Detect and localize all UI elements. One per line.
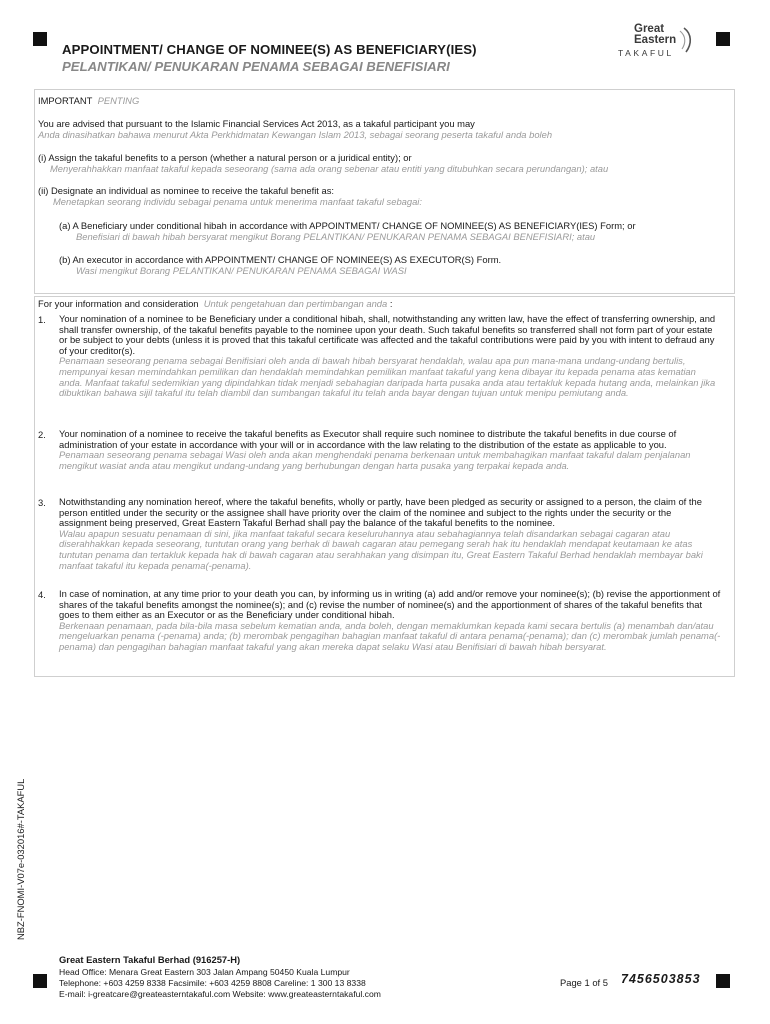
option-a-en: (a) A Beneficiary under conditional hibah in accordance with APPOINTMENT/ CHANGE OF NOMINEE(S) AS BENEFICIARY(IES) Form; or xyxy=(59,220,636,231)
great-eastern-takaful-logo xyxy=(604,22,696,62)
footer-phone: Telephone: +603 4259 8338 Facsimile: +603 4259 8808 Careline: 1 300 13 8338 xyxy=(59,978,366,988)
form-title-malay: PELANTIKAN/ PENUKARAN PENAMA SEBAGAI BENEFISIARI xyxy=(62,59,450,74)
logo-text-great: Great xyxy=(634,23,665,35)
logo-text-eastern: Eastern xyxy=(634,34,677,46)
list-item xyxy=(59,589,721,653)
information-heading: For your information and consideration Untuk pengetahuan dan pertimbangan anda : xyxy=(38,298,393,309)
item-text-en: Your nomination of a nominee to be Beneficiary under a conditional hibah, shall, notwithstanding any written law, have the effect of transferring ownership, and shall transfer ownership, of the takaful benefits payable to the nominee upon your death. Such takaful benefits so transferred shall not form part of your estate or be subject to your debts (unless it is proved that this takaful certificate was affected and the takaful contributions were paid by you with intent to defraud any of your creditor(s). xyxy=(59,313,716,356)
logo-text-takaful: TAKAFUL xyxy=(618,48,674,58)
item-number: 3. xyxy=(38,497,46,508)
item-number: 2. xyxy=(38,429,46,440)
important-intro-ms: Anda dinasihatkan bahawa menurut Akta Perkhidmatan Kewangan Islam 2013, sebagai seorang peserta takaful anda boleh xyxy=(38,129,553,140)
footer-email: E-mail: i-greatcare@greateasterntakaful.com Website: www.greateasterntakaful.com xyxy=(59,989,381,999)
item-text-en: Your nomination of a nominee to receive the takaful benefits as Executor shall require such nominee to distribute the takaful benefits in due course of administration of your estate in accordance with your will or in accordance with the law relating to the distribution of the estate as applicable to you. xyxy=(59,428,677,450)
registration-mark-top-left xyxy=(33,32,47,46)
option-ii-ms: Menetapkan seorang individu sebagai penama untuk menerima manfaat takaful sebagai: xyxy=(53,196,422,207)
item-text-ms: Penamaan seseorang penama sebagai Benifisiari oleh anda di bawah hibah bersyarat hendaklah, walau apa pun mana-mana undang-undang bertulis, mempunyai kesan memindahkan pemilikan dan hendaklah memindahkan pemilikan manfaat takaful yang kena dibayar itu kepada penama atas kematian anda. Manfaat takaful sedemikian yang dipindahkan tidak menjadi sebahagian daripada harta pusaka anda atau tertakluk kepada hutang anda, melainkan jika dibuktikan bahawa sijil takaful itu telah diambil dan sumbangan takaful itu telah anda bayar dengan tujuan untuk menipu pemiutang anda. xyxy=(59,355,716,399)
footer-address: Head Office: Menara Great Eastern 303 Jalan Ampang 50450 Kuala Lumpur xyxy=(59,967,350,977)
item-text-ms: Penamaan seseorang penama sebagai Wasi oleh anda akan menghendaki penama berkenaan untuk membahagikan manfaat takaful dalam penjalanan mengikut wasiat anda atau mengikut undang-undang yang berhubungan dengan harta pusaka yang terpakai kepada anda. xyxy=(59,449,691,471)
list-item xyxy=(59,314,721,399)
item-text-ms: Walau apapun sesuatu penamaan di sini, jika manfaat takaful secara keseluruhannya atau sebahagiannya telah disandarkan sebagai cagaran atau diserahhakkan kepada seseorang, tuntutan orang yang berhak di bawah cagaran atau pemegang serah hak itu hendaklah mendapat keutamaan ke atas tuntutan penama dan tertakluk kepada hak di bawah cagaran atau serahhakan yang disimpan itu, Great Eastern Takaful Berhad hendaklah membayar baki manfaat takaful itu kepada penama(-penama). xyxy=(59,527,703,571)
list-item xyxy=(59,497,721,571)
option-a-ms: Benefisiari di bawah hibah bersyarat mengikut Borang PELANTIKAN/ PENUKARAN PENAMA SEBAGAI BENEFISIARI; atau xyxy=(76,231,596,242)
item-number: 4. xyxy=(38,589,46,600)
item-text-ms: Berkenaan penamaan, pada bila-bila masa sebelum kematian anda, anda boleh, dengan memaklumkan kepada kami secara bertulis (a) menambah dan/atau mengeluarkan penama (-penama) anda; (b) merombak pengagihan bahagian manfaat takaful di antara penama(-penama); dan (c) merombak jumlah penama(-penama) dan pengagihan bahagian manfaat takaful yang akan mereka dapat selaku Wasi atau Benifisiari di bawah hibah bersyarat. xyxy=(59,619,721,652)
option-b-en: (b) An executor in accordance with APPOINTMENT/ CHANGE OF NOMINEE(S) AS EXECUTOR(S) Form. xyxy=(59,254,502,265)
option-i-en: (i) Assign the takaful benefits to a person (whether a natural person or a juridical entity); or xyxy=(38,152,412,163)
option-i-ms: Menyerahhakkan manfaat takaful kepada seseorang (sama ada orang sebenar atau entiti yang ditubuhkan secara perundangan); atau xyxy=(50,163,609,174)
important-intro-en: You are advised that pursuant to the Islamic Financial Services Act 2013, as a takaful participant you may xyxy=(38,118,475,129)
item-text-en: In case of nomination, at any time prior to your death you can, by informing us in writing (a) add and/or remove your nominee(s); (b) revise the apportionment of shares of the takaful benefits amongst the nominee(s); and (c) revise the number of nominee(s) and the apportionment of shares of the takaful benefits that goes to them either as an Executor or as the Beneficiary under conditional hibah. xyxy=(59,588,721,621)
important-heading: IMPORTANT PENTING xyxy=(38,95,140,106)
form-title-english: APPOINTMENT/ CHANGE OF NOMINEE(S) AS BENEFICIARY(IES) xyxy=(62,42,477,57)
page-number: Page 1 of 5 xyxy=(560,977,608,988)
document-number: 7456503853 xyxy=(621,972,701,986)
list-item xyxy=(59,429,721,471)
form-code-vertical: NBZ-FNOMI-V07e-032016#-TAKAFUL xyxy=(15,778,26,940)
footer-company-name: Great Eastern Takaful Berhad (916257-H) xyxy=(59,954,241,965)
registration-mark-bottom-right xyxy=(716,974,730,988)
registration-mark-top-right xyxy=(716,32,730,46)
option-ii-en: (ii) Designate an individual as nominee to receive the takaful benefit as: xyxy=(38,185,335,196)
item-number: 1. xyxy=(38,314,46,325)
registration-mark-bottom-left xyxy=(33,974,47,988)
item-text-en: Notwithstanding any nomination hereof, where the takaful benefits, wholly or partly, have been pledged as security or assigned to a person, the claim of the person entitled under the security or the assignee shall have priority over the claim of the nominee and subject to the rights under the security or the assignment being preserved, Great Eastern Takaful Berhad shall pay the balance of the takaful benefits to the nominee. xyxy=(59,496,702,529)
option-b-ms: Wasi mengikut Borang PELANTIKAN/ PENUKARAN PENAMA SEBAGAI WASI xyxy=(76,265,407,276)
